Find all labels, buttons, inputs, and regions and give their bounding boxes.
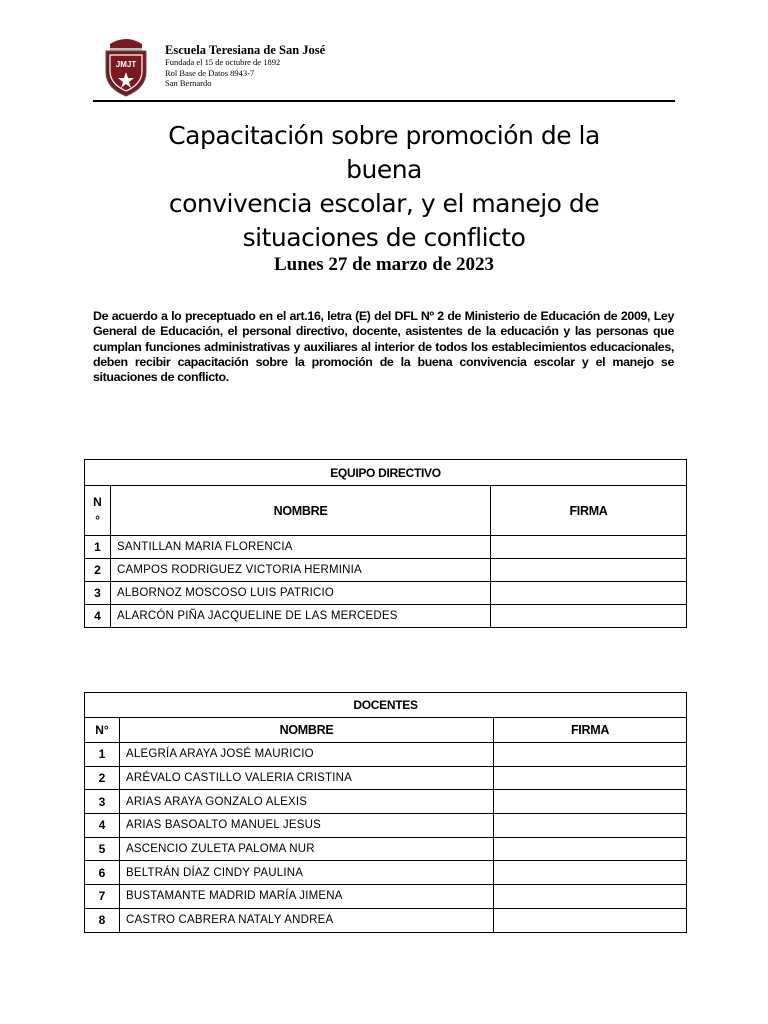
signature-cell[interactable] xyxy=(494,908,687,932)
row-num: 4 xyxy=(85,605,111,628)
school-crest-logo xyxy=(100,34,152,98)
signature-cell[interactable] xyxy=(491,605,687,628)
row-num: 2 xyxy=(85,766,120,790)
table-row xyxy=(85,837,687,861)
signature-cell[interactable] xyxy=(494,790,687,814)
row-num: 3 xyxy=(85,582,111,605)
docentes-table xyxy=(84,692,687,933)
title-line: situaciones de conflicto xyxy=(242,223,526,252)
col-header-num: N° xyxy=(85,718,120,743)
row-name: ASCENCIO ZULETA PALOMA NUR xyxy=(120,837,494,861)
table-row xyxy=(85,790,687,814)
row-num: 1 xyxy=(85,536,111,559)
row-name: SANTILLAN MARIA FLORENCIA xyxy=(111,536,491,559)
signature-cell[interactable] xyxy=(491,559,687,582)
row-name: ALEGRÍA ARAYA JOSÉ MAURICIO xyxy=(120,743,494,767)
equipo-directivo-table xyxy=(84,459,687,628)
col-header-name: NOMBRE xyxy=(120,718,494,743)
signature-cell[interactable] xyxy=(491,536,687,559)
session-date: Lunes 27 de marzo de 2023 xyxy=(273,254,495,275)
school-info xyxy=(165,43,325,89)
row-num: 4 xyxy=(85,814,120,838)
row-num: 3 xyxy=(85,790,120,814)
row-name: BELTRÁN DÍAZ CINDY PAULINA xyxy=(120,861,494,885)
col-header-num-line1: N xyxy=(93,494,102,509)
table-row xyxy=(85,885,687,909)
school-name: Escuela Teresiana de San José xyxy=(165,43,326,57)
row-name: ALARCÓN PIÑA JACQUELINE DE LAS MERCEDES xyxy=(111,605,491,628)
signature-cell[interactable] xyxy=(494,814,687,838)
col-header-num-line2: ° xyxy=(95,512,100,527)
signature-cell[interactable] xyxy=(494,766,687,790)
signature-cell[interactable] xyxy=(491,582,687,605)
rbd-text: Rol Base de Datos 8943-7 xyxy=(165,67,255,78)
page-title xyxy=(84,119,684,255)
intro-paragraph: De acuerdo a lo preceptuado en el art.16, letra (E) del DFL Nº 2 de Ministerio de Educación de 2009, Ley General de Educación, el personal directivo, docente, asistentes de la educación y las personas que cumplan funciones administrativas y auxiliares al interior de todos los establecimientos educacionales, deben recibir capacitación sobre la promoción de la buena convivencia escolar y el manejo se situaciones de conflicto. xyxy=(93,309,674,385)
row-name: ALBORNOZ MOSCOSO LUIS PATRICIO xyxy=(111,582,491,605)
title-line: Capacitación sobre promoción de la xyxy=(168,121,600,150)
letterhead xyxy=(93,34,675,100)
row-name: ARIAS ARAYA GONZALO ALEXIS xyxy=(120,790,494,814)
row-num: 1 xyxy=(85,743,120,767)
row-num: 5 xyxy=(85,837,120,861)
row-num: 7 xyxy=(85,885,120,909)
table-row xyxy=(85,908,687,932)
row-name: ARIAS BASOALTO MANUEL JESUS xyxy=(120,814,494,838)
table-title: EQUIPO DIRECTIVO xyxy=(85,460,687,486)
row-num: 8 xyxy=(85,908,120,932)
signature-cell[interactable] xyxy=(494,743,687,767)
col-header-sign: FIRMA xyxy=(494,718,687,743)
col-header-name: NOMBRE xyxy=(111,486,491,536)
title-line: convivencia escolar, y el manejo de xyxy=(168,189,600,218)
signature-cell[interactable] xyxy=(494,837,687,861)
row-name: BUSTAMANTE MADRID MARÍA JIMENA xyxy=(120,885,494,909)
row-num: 6 xyxy=(85,861,120,885)
col-header-sign: FIRMA xyxy=(491,486,687,536)
title-line: buena xyxy=(346,155,422,184)
signature-cell[interactable] xyxy=(494,885,687,909)
row-name: CASTRO CABRERA NATALY ANDREA xyxy=(120,908,494,932)
table-row xyxy=(85,814,687,838)
table-row xyxy=(85,605,687,628)
row-name: CAMPOS RODRIGUEZ VICTORIA HERMINIA xyxy=(111,559,491,582)
row-num: 2 xyxy=(85,559,111,582)
city-text: San Bernardo xyxy=(165,78,212,88)
table-row xyxy=(85,536,687,559)
table-title: DOCENTES xyxy=(85,693,687,718)
table-row xyxy=(85,582,687,605)
col-header-num xyxy=(85,486,111,536)
logo-text: JMJT xyxy=(115,60,137,69)
table-row xyxy=(85,861,687,885)
row-name: ARÉVALO CASTILLO VALERIA CRISTINA xyxy=(120,766,494,790)
table-row xyxy=(85,766,687,790)
signature-cell[interactable] xyxy=(494,861,687,885)
table-row xyxy=(85,559,687,582)
founded-text: Fundada el 15 de octubre de 1892 xyxy=(165,57,281,67)
header-divider xyxy=(93,100,675,102)
table-row xyxy=(85,743,687,767)
